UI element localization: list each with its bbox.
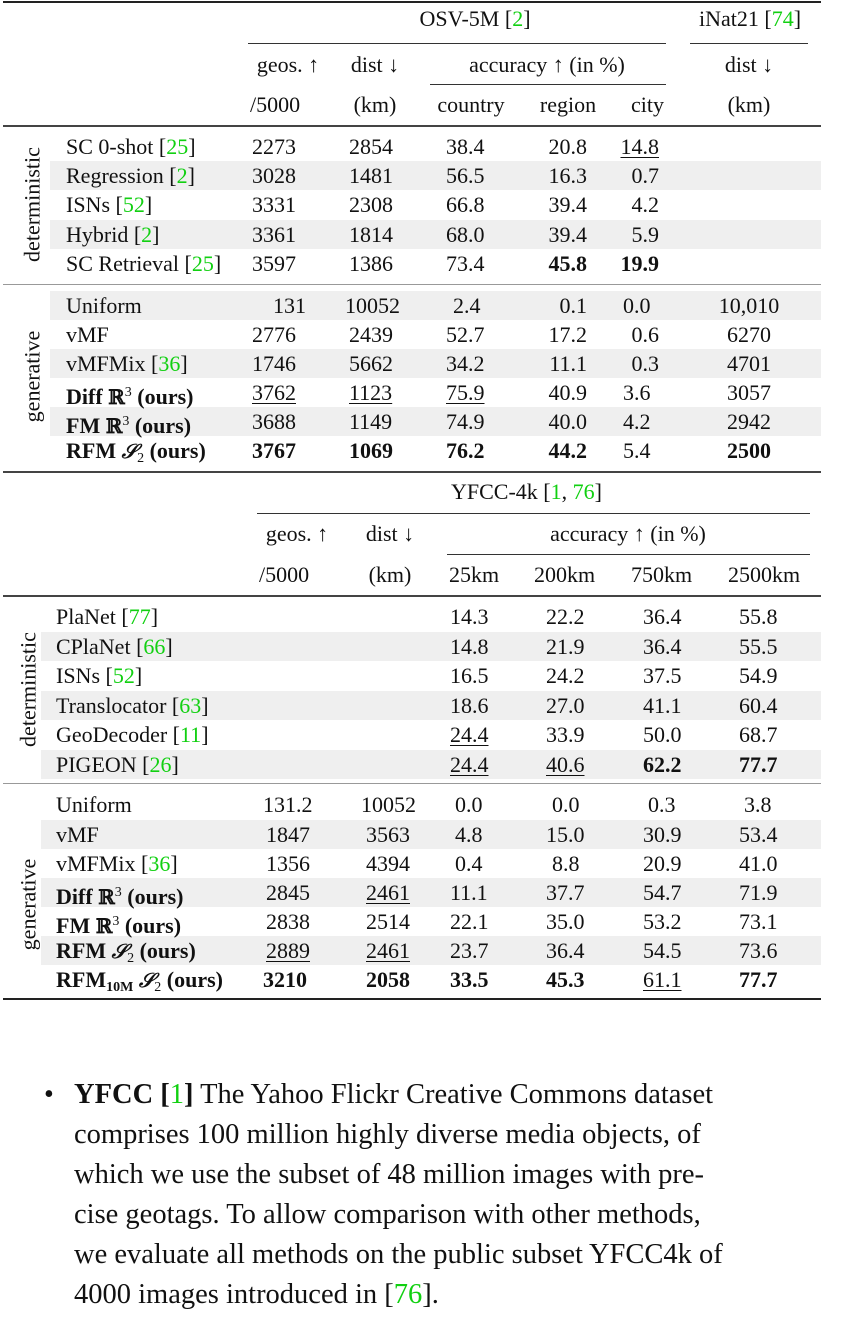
country-value: 34.2 [446, 351, 485, 376]
method-name: Regression [2] [66, 163, 195, 188]
geos-value: 2845 [266, 880, 310, 905]
citation-link[interactable]: 25 [191, 251, 214, 276]
acc-200km-value: 36.4 [546, 938, 585, 963]
geos-value: 1356 [266, 851, 310, 876]
method-name: Uniform [56, 792, 132, 817]
citation-link[interactable]: 76 [393, 1279, 423, 1310]
header-rule [3, 125, 821, 127]
method-name: PlaNet [77] [56, 604, 159, 629]
dist-value: 1814 [349, 222, 393, 247]
citation-link[interactable]: 2 [512, 6, 524, 31]
geos-value: 2838 [266, 909, 310, 934]
acc-25km-value: 16.5 [450, 663, 489, 688]
dist-value: 10052 [345, 293, 400, 318]
city-value: 19.9 [620, 251, 659, 276]
geos-value: 131 [273, 293, 306, 318]
acc-750km-value: 62.2 [643, 752, 682, 777]
acc-200km-value: 21.9 [546, 634, 585, 659]
country-value: 52.7 [446, 322, 485, 347]
acc-2500km-value: 68.7 [739, 722, 778, 747]
method-name: Diff ℝ$^3$ (ours) [66, 384, 194, 409]
acc-750km-value: 50.0 [643, 722, 682, 747]
geos-value: 3028 [252, 163, 296, 188]
group-label-deterministic: deterministic [15, 632, 41, 747]
dist-value: 2514 [366, 909, 410, 934]
city-value: 0.6 [631, 322, 659, 347]
group-separator [3, 284, 821, 285]
citation-link[interactable]: 52 [122, 192, 145, 217]
inat-dist-value: 6270 [727, 322, 771, 347]
dist-value: 1481 [349, 163, 393, 188]
dist-value: 2308 [349, 192, 393, 217]
paragraph-line: cise geotags. To allow comparison with other methods, [74, 1199, 701, 1230]
acc-25km-value: 24.4 [450, 752, 489, 777]
method-name: CPlaNet [66] [56, 634, 173, 659]
acc-25km-value: 14.8 [450, 634, 489, 659]
citation-link[interactable]: 74 [771, 6, 794, 31]
region-value: 44.2 [548, 438, 587, 463]
acc-2500km-value: 41.0 [739, 851, 778, 876]
method-name: vMFMix [36] [66, 351, 188, 376]
country-value: 38.4 [446, 134, 485, 159]
geos-value: 2776 [252, 322, 296, 347]
dist-value: 4394 [366, 851, 410, 876]
acc-750km-value: 61.1 [643, 967, 682, 992]
region-value: 45.8 [548, 251, 587, 276]
geos-value: 3597 [252, 251, 296, 276]
dist-value: 1123 [349, 380, 393, 405]
citation-link[interactable]: 2 [141, 222, 153, 247]
col-geos-unit: /5000 [250, 92, 301, 117]
city-value: 0.7 [631, 163, 659, 188]
geos-value: 3762 [252, 380, 296, 405]
inat-dist-value: 2942 [727, 409, 771, 434]
method-name: vMF [66, 322, 109, 347]
bullet-point: • [44, 1079, 54, 1110]
col-25km-header: 25km [449, 562, 500, 587]
paragraph-line: we evaluate all methods on the public subset YFCC4k of [74, 1239, 723, 1270]
method-name: FM ℝ$^3$ (ours) [56, 913, 182, 938]
country-value: 2.4 [453, 293, 481, 318]
col-dist-header: dist ↓ [350, 52, 400, 77]
region-value: 39.4 [548, 192, 587, 217]
acc-25km-value: 22.1 [450, 909, 489, 934]
acc-25km-value: 33.5 [450, 967, 489, 992]
method-name: Hybrid [2] [66, 222, 160, 247]
bottom-rule [3, 998, 821, 1000]
geos-value: 3688 [252, 409, 296, 434]
dist-value: 2058 [366, 967, 410, 992]
citation-link[interactable]: 52 [112, 663, 135, 688]
dist-value: 2461 [366, 938, 410, 963]
method-name: RFM 𝒮$_2$ (ours) [66, 438, 206, 466]
method-name: vMFMix [36] [56, 851, 178, 876]
acc-2500km-value: 71.9 [739, 880, 778, 905]
acc-2500km-value: 77.7 [739, 752, 778, 777]
inat-cmidrule [690, 43, 808, 44]
inat-dist-value: 10,010 [718, 293, 780, 318]
acc-2500km-value: 3.8 [744, 792, 772, 817]
osv-cmidrule [248, 43, 666, 44]
citation-link[interactable]: 11 [180, 722, 202, 747]
row-stripe [41, 820, 821, 849]
geos-value: 2273 [252, 134, 296, 159]
yfcc-cmidrule [257, 513, 810, 514]
acc-25km-value: 23.7 [450, 938, 489, 963]
method-name: ISNs [52] [66, 192, 153, 217]
method-name: SC Retrieval [25] [66, 251, 222, 276]
dist-value: 1149 [349, 409, 393, 434]
acc-200km-value: 0.0 [552, 792, 580, 817]
geos-value: 131.2 [263, 792, 313, 817]
method-name: Translocator [63] [56, 693, 209, 718]
accuracy-cmidrule [430, 84, 666, 85]
acc-25km-value: 18.6 [450, 693, 489, 718]
dist-value: 1386 [349, 251, 393, 276]
acc-200km-value: 24.2 [546, 663, 585, 688]
col-region-header: region [539, 92, 597, 117]
acc-25km-value: 4.8 [455, 822, 483, 847]
method-name: vMF [56, 822, 99, 847]
method-name: FM ℝ$^3$ (ours) [66, 413, 192, 438]
acc-200km-value: 15.0 [546, 822, 585, 847]
acc-200km-value: 27.0 [546, 693, 585, 718]
dist-value: 5662 [349, 351, 393, 376]
method-name: ISNs [52] [56, 663, 143, 688]
citation-link[interactable]: 1 [550, 479, 562, 504]
col-geos-header: geos. ↑ [256, 52, 320, 77]
dist-value: 1069 [349, 438, 393, 463]
acc-2500km-value: 60.4 [739, 693, 778, 718]
col-inat-dist-header: dist ↓ [724, 52, 774, 77]
country-value: 68.0 [446, 222, 485, 247]
country-value: 76.2 [446, 438, 485, 463]
acc-2500km-value: 73.1 [739, 909, 778, 934]
acc-200km-value: 8.8 [552, 851, 580, 876]
geos-value: 3361 [252, 222, 296, 247]
acc-200km-value: 45.3 [546, 967, 585, 992]
group-label-deterministic: deterministic [19, 147, 45, 262]
col-accuracy-header: accuracy ↑ (in %) [469, 52, 625, 77]
acc-2500km-value: 53.4 [739, 822, 778, 847]
region-value: 39.4 [548, 222, 587, 247]
dist-value: 2439 [349, 322, 393, 347]
acc-750km-value: 54.7 [643, 880, 682, 905]
paragraph-line: which we use the subset of 48 million images with pre- [74, 1159, 705, 1190]
region-value: 0.1 [559, 293, 587, 318]
method-name: Uniform [66, 293, 142, 318]
geos-value: 3767 [252, 438, 296, 463]
acc-25km-value: 0.4 [455, 851, 483, 876]
acc-200km-value: 37.7 [546, 880, 585, 905]
col-2500km-header: 2500km [728, 562, 801, 587]
citation-link[interactable]: 1 [169, 1079, 185, 1110]
method-name: $RFM_{10M}$ 𝒮$_2$ (ours) [56, 967, 224, 995]
col-dist-unit: (km) [368, 562, 412, 587]
country-value: 75.9 [446, 380, 485, 405]
dist-value: 2854 [349, 134, 393, 159]
col-geos-header: geos. ↑ [265, 521, 329, 546]
row-stripe [50, 220, 821, 249]
acc-2500km-value: 55.8 [739, 604, 778, 629]
acc-750km-value: 36.4 [643, 634, 682, 659]
geos-value: 3210 [263, 967, 307, 992]
accuracy-cmidrule [447, 554, 810, 555]
city-value: 5.4 [623, 438, 651, 463]
acc-750km-value: 0.3 [648, 792, 676, 817]
inat-dataset-header: iNat21 [74] [698, 6, 802, 31]
citation-link[interactable]: 77 [128, 604, 151, 629]
col-200km-header: 200km [534, 562, 596, 587]
citation-link[interactable]: 66 [143, 634, 166, 659]
country-value: 73.4 [446, 251, 485, 276]
acc-200km-value: 35.0 [546, 909, 585, 934]
acc-200km-value: 33.9 [546, 722, 585, 747]
col-dist-unit: (km) [353, 92, 397, 117]
osv-dataset-header: OSV-5M [2] [419, 6, 531, 31]
geos-value: 2889 [266, 938, 310, 963]
col-750km-header: 750km [631, 562, 693, 587]
col-geos-unit: /5000 [259, 562, 310, 587]
city-value: 0.0 [623, 293, 651, 318]
acc-2500km-value: 73.6 [739, 938, 778, 963]
city-value: 14.8 [620, 134, 659, 159]
acc-25km-value: 14.3 [450, 604, 489, 629]
group-separator [3, 783, 821, 784]
geos-value: 1847 [266, 822, 310, 847]
method-name: SC 0-shot [25] [66, 134, 196, 159]
acc-25km-value: 0.0 [455, 792, 483, 817]
col-accuracy-header: accuracy ↑ (in %) [550, 521, 706, 546]
top-rule [3, 1, 821, 3]
citation-link[interactable]: 26 [149, 752, 172, 777]
method-name: RFM 𝒮$_2$ (ours) [56, 938, 196, 966]
acc-200km-value: 22.2 [546, 604, 585, 629]
paragraph-line: YFCC [1] The Yahoo Flickr Creative Commons dataset [74, 1079, 714, 1110]
method-name: GeoDecoder [11] [56, 722, 209, 747]
city-value: 5.9 [631, 222, 659, 247]
group-label-generative: generative [19, 330, 45, 423]
acc-2500km-value: 55.5 [739, 634, 778, 659]
acc-25km-value: 24.4 [450, 722, 489, 747]
region-value: 17.2 [548, 322, 587, 347]
dataset-description [74, 1075, 849, 1315]
col-dist-header: dist ↓ [365, 521, 415, 546]
citation-link[interactable]: 63 [179, 693, 202, 718]
paragraph-line: 4000 images introduced in [76]. [74, 1279, 439, 1310]
method-name: Diff ℝ$^3$ (ours) [56, 884, 184, 909]
inat-dist-value: 3057 [727, 380, 771, 405]
dist-value: 10052 [361, 792, 416, 817]
acc-2500km-value: 54.9 [739, 663, 778, 688]
inat-dist-value: 2500 [727, 438, 771, 463]
method-name: PIGEON [26] [56, 752, 179, 777]
col-city-header: city [631, 92, 664, 117]
geos-value: 3331 [252, 192, 296, 217]
citation-link[interactable]: 25 [166, 134, 189, 159]
region-value: 40.9 [548, 380, 587, 405]
acc-750km-value: 41.1 [643, 693, 682, 718]
city-value: 4.2 [631, 192, 659, 217]
yfcc-dataset-header: YFCC-4k [1, 76] [451, 479, 602, 504]
dataset-term: YFCC [74, 1079, 154, 1110]
acc-750km-value: 36.4 [643, 604, 682, 629]
group-label-generative: generative [15, 858, 41, 951]
dist-value: 2461 [366, 880, 410, 905]
region-value: 16.3 [548, 163, 587, 188]
dist-value: 3563 [366, 822, 410, 847]
citation-link[interactable]: 2 [176, 163, 188, 188]
header-rule [3, 595, 821, 597]
bottom-rule [3, 471, 821, 473]
region-value: 40.0 [548, 409, 587, 434]
city-value: 4.2 [623, 409, 651, 434]
inat-dist-value: 4701 [727, 351, 771, 376]
col-inat-unit: (km) [727, 92, 771, 117]
city-value: 3.6 [623, 380, 651, 405]
country-value: 56.5 [446, 163, 485, 188]
acc-200km-value: 40.6 [546, 752, 585, 777]
country-value: 66.8 [446, 192, 485, 217]
col-country-header: country [437, 92, 505, 117]
acc-750km-value: 37.5 [643, 663, 682, 688]
acc-25km-value: 11.1 [450, 880, 488, 905]
country-value: 74.9 [446, 409, 485, 434]
paragraph-line: comprises 100 million highly diverse media objects, of [74, 1119, 701, 1150]
citation-link[interactable]: 36 [148, 851, 171, 876]
region-value: 11.1 [549, 351, 587, 376]
city-value: 0.3 [631, 351, 659, 376]
acc-750km-value: 54.5 [643, 938, 682, 963]
acc-750km-value: 30.9 [643, 822, 682, 847]
geos-value: 1746 [252, 351, 296, 376]
region-value: 20.8 [548, 134, 587, 159]
citation-link[interactable]: 36 [158, 351, 181, 376]
acc-2500km-value: 77.7 [739, 967, 778, 992]
acc-750km-value: 53.2 [643, 909, 682, 934]
acc-750km-value: 20.9 [643, 851, 682, 876]
citation-link[interactable]: 76 [572, 479, 595, 504]
